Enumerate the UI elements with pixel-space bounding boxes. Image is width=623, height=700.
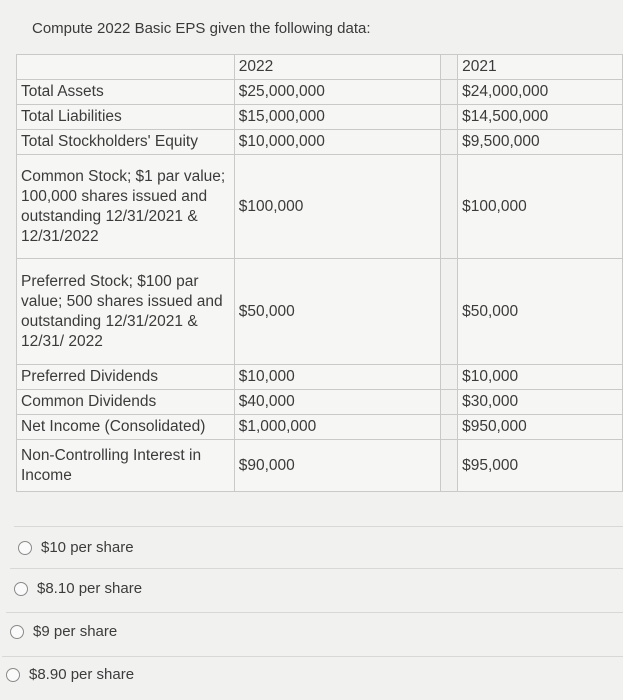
option-label: $8.10 per share — [37, 580, 143, 597]
answer-option-1[interactable] — [18, 539, 134, 556]
gap-cell — [441, 55, 458, 80]
header-cell-label — [17, 55, 235, 80]
value-2022: $50,000 — [234, 259, 441, 365]
value-2021: $950,000 — [458, 415, 623, 440]
option-label: $10 per share — [41, 539, 134, 556]
row-label: Preferred Dividends — [17, 365, 235, 390]
gap-cell — [441, 390, 458, 415]
value-2021: $9,500,000 — [458, 130, 623, 155]
value-2022: $100,000 — [234, 155, 441, 259]
value-2022: $1,000,000 — [234, 415, 441, 440]
divider — [10, 568, 623, 569]
option-label: $8.90 per share — [29, 666, 135, 683]
option-label: $9 per share — [33, 623, 118, 640]
radio-button[interactable] — [10, 625, 24, 639]
value-2022: $25,000,000 — [234, 80, 441, 105]
row-label: Common Dividends — [17, 390, 235, 415]
table-row — [17, 259, 623, 365]
table-row — [17, 415, 623, 440]
gap-cell — [441, 155, 458, 259]
gap-cell — [441, 365, 458, 390]
gap-cell — [441, 259, 458, 365]
table-row — [17, 155, 623, 259]
table-row — [17, 365, 623, 390]
value-2021: $30,000 — [458, 390, 623, 415]
value-2022: $90,000 — [234, 440, 441, 492]
gap-cell — [441, 105, 458, 130]
table-row — [17, 105, 623, 130]
table-row — [17, 130, 623, 155]
value-2021: $100,000 — [458, 155, 623, 259]
radio-button[interactable] — [6, 668, 20, 682]
radio-button[interactable] — [14, 582, 28, 596]
header-cell-2022: 2022 — [234, 55, 441, 80]
row-label: Preferred Stock; $100 par value; 500 shares issued and outstanding 12/31/2021 & 12/31/ 2022 — [17, 259, 235, 365]
table-row — [17, 440, 623, 492]
row-label: Total Assets — [17, 80, 235, 105]
table-row — [17, 390, 623, 415]
value-2021: $24,000,000 — [458, 80, 623, 105]
divider — [6, 612, 623, 613]
data-table — [16, 54, 623, 492]
answer-option-3[interactable] — [10, 623, 117, 640]
radio-button[interactable] — [18, 541, 32, 555]
value-2021: $95,000 — [458, 440, 623, 492]
gap-cell — [441, 80, 458, 105]
gap-cell — [441, 415, 458, 440]
gap-cell — [441, 130, 458, 155]
row-label: Net Income (Consolidated) — [17, 415, 235, 440]
question-text: Compute 2022 Basic EPS given the following data: — [32, 20, 371, 37]
table-row — [17, 80, 623, 105]
row-label: Total Liabilities — [17, 105, 235, 130]
value-2022: $40,000 — [234, 390, 441, 415]
row-label: Total Stockholders' Equity — [17, 130, 235, 155]
divider — [14, 526, 623, 527]
value-2022: $10,000,000 — [234, 130, 441, 155]
divider — [2, 656, 623, 657]
value-2022: $15,000,000 — [234, 105, 441, 130]
answer-option-4[interactable] — [6, 666, 134, 683]
header-cell-2021: 2021 — [458, 55, 623, 80]
row-label: Non-Controlling Interest in Income — [17, 440, 235, 492]
value-2021: $10,000 — [458, 365, 623, 390]
row-label: Common Stock; $1 par value; 100,000 shares issued and outstanding 12/31/2021 & 12/31/2022 — [17, 155, 235, 259]
table-header-row — [17, 55, 623, 80]
answer-option-2[interactable] — [14, 580, 142, 597]
value-2022: $10,000 — [234, 365, 441, 390]
gap-cell — [441, 440, 458, 492]
value-2021: $50,000 — [458, 259, 623, 365]
value-2021: $14,500,000 — [458, 105, 623, 130]
